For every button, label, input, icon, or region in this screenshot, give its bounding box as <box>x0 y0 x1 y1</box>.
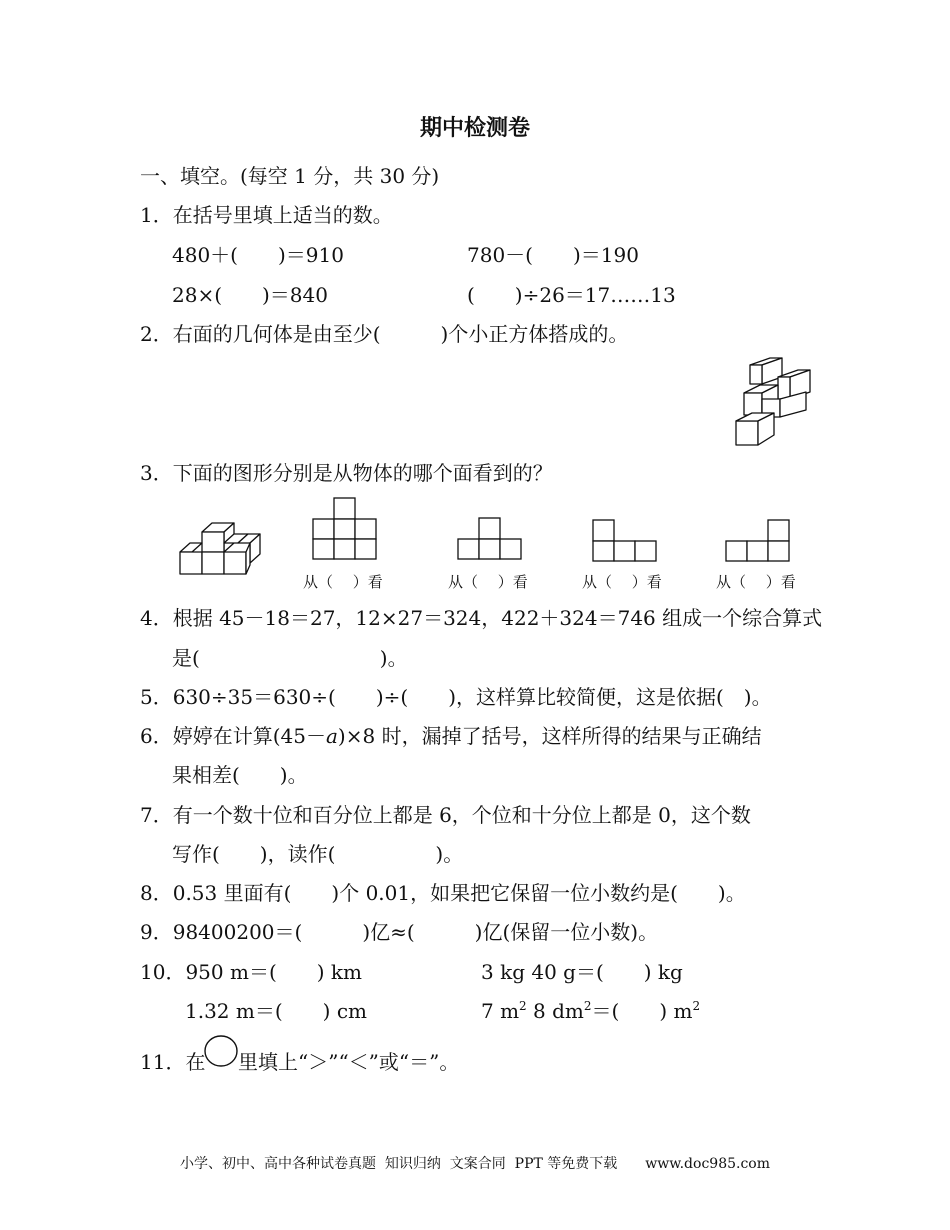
view-shape-4 <box>726 519 792 563</box>
question-10a: 10．950 m＝( ) km <box>140 960 362 984</box>
superscript-2: 2 <box>583 999 592 1013</box>
question-4-line1: 4．根据 45－18＝27，12×27＝324，422＋324＝746 组成一个综合算式 <box>140 606 823 630</box>
question-2-stem: 2．右面的几何体是由至少( )个小正方体搭成的。 <box>140 322 629 346</box>
superscript-2: 2 <box>692 999 701 1013</box>
question-1a: 480＋( )＝910 <box>172 243 344 267</box>
question-10d-part2: 8 dm <box>526 999 584 1023</box>
view-label-3: 从（ ）看 <box>582 573 662 591</box>
circle-blank-icon <box>203 1034 239 1068</box>
question-5-stem: 5．630÷35＝630÷( )÷( )，这样算比较简便，这是依据( )。 <box>140 685 772 709</box>
question-4-line2: 是( )。 <box>172 646 408 670</box>
question-10b: 3 kg 40 g＝( ) kg <box>481 960 683 984</box>
question-1-stem: 1．在括号里填上适当的数。 <box>140 203 393 227</box>
question-10d-part3: ＝( ) m <box>591 999 693 1023</box>
question-6-line1 <box>140 726 762 746</box>
section-heading: 一、填空。(每空 1 分，共 30 分) <box>140 164 440 188</box>
question-10c: 1.32 m＝( ) cm <box>185 999 367 1023</box>
question-1d: ( )÷26＝17……13 <box>467 283 676 307</box>
question-1c: 28×( )＝840 <box>172 283 328 307</box>
view-shape-2 <box>458 517 524 561</box>
question-7-line2: 写作( )，读作( )。 <box>172 842 464 866</box>
isometric-cube-object <box>178 520 266 578</box>
question-10d <box>481 1001 700 1021</box>
question-1b: 780－( )＝190 <box>467 243 639 267</box>
question-9-stem: 9．98400200＝( )亿≈( )亿(保留一位小数)。 <box>140 920 659 944</box>
footer: 小学、初中、高中各种试卷真题 知识归纳 文案合同 PPT 等免费下载 www.doc985.com <box>179 1156 770 1172</box>
question-7-line1: 7．有一个数十位和百分位上都是 6，个位和十分位上都是 0，这个数 <box>140 803 751 827</box>
view-label-2: 从（ ）看 <box>448 573 528 591</box>
question-6-post: )×8 时，漏掉了括号，这样所得的结果与正确结 <box>337 724 762 748</box>
question-3-stem: 3．下面的图形分别是从物体的哪个面看到的？ <box>140 461 553 485</box>
view-shape-1 <box>313 497 379 561</box>
question-6-line2: 果相差( )。 <box>172 763 308 787</box>
question-10d-part1: 7 m <box>481 999 520 1023</box>
question-6-pre: 6．婷婷在计算(45－ <box>140 724 326 748</box>
question-11-post: 里填上“＞”“＜”或“＝”。 <box>238 1050 460 1074</box>
view-label-1: 从（ ）看 <box>303 573 383 591</box>
question-8-stem: 8．0.53 里面有( )个 0.01，如果把它保留一位小数约是( )。 <box>140 881 746 905</box>
superscript-2: 2 <box>519 999 527 1013</box>
question-6-variable: a <box>325 724 338 748</box>
view-shape-3 <box>593 519 659 563</box>
question-11-pre: 11．在 <box>140 1050 206 1074</box>
page-title: 期中检测卷 <box>419 116 530 141</box>
stacked-cubes-figure <box>730 355 815 450</box>
view-label-4: 从（ ）看 <box>716 573 796 591</box>
